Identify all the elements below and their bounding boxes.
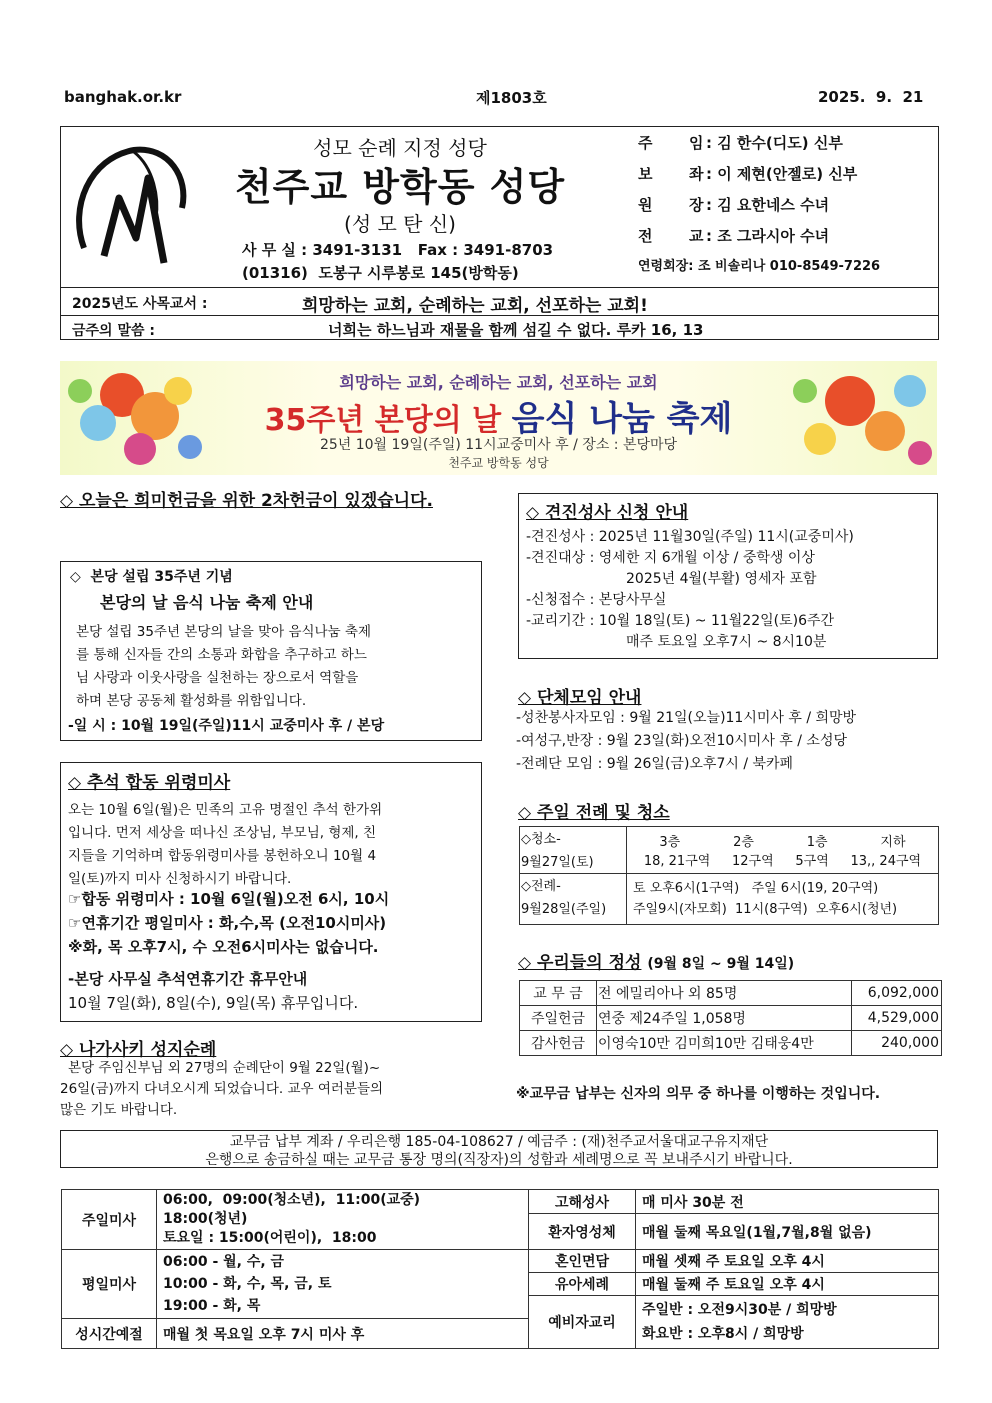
word-label: 금주의 말씀 : — [72, 323, 155, 339]
groups-title: ◇ 단체모임 안내 — [518, 688, 642, 708]
parish-name: 천주교 방학동 성당 — [234, 165, 566, 209]
issue-number: 제1803호 — [476, 89, 547, 107]
staff-row: 주 임 : 김 한수(디도) 신부 — [638, 134, 843, 152]
weekday-mass-times: 06:00 - 월, 수, 금 10:00 - 화, 수, 목, 금, 토 19:00 - 화, 목 — [157, 1250, 529, 1319]
nagasaki-body: 본당 주임신부님 외 27명의 순례단이 9월 22일(월)~ 26일(금)까지 다녀오시게 되었습니다. 교우 여러분들의 많은 기도 바랍니다. — [60, 1060, 384, 1118]
catechumen-label: 예비자교리 — [529, 1296, 636, 1349]
site-url[interactable]: banghak.or.kr — [64, 88, 182, 106]
header-subtitle: 성모 순례 지정 성당 — [313, 136, 487, 160]
liturgy-label-cell: ◇전례- 9월28일(주일) — [520, 874, 627, 925]
banner-date: 25년 10월 19일(주일) 11시교중미사 후 / 장소 : 본당마당 — [319, 437, 678, 453]
offering-row: 주일헌금 연중 제24주일 1,058명 4,529,000 — [520, 1006, 942, 1031]
banner-title: 35주년 본당의 날 음식 나눔 축제 — [264, 399, 733, 439]
mass-schedule-table — [61, 1189, 939, 1349]
festival-when: -일 시 : 10월 19일(주일)11시 교중미사 후 / 본당 — [68, 718, 385, 734]
parish-logo-icon — [64, 138, 194, 273]
parish-address: (01316) 도봉구 시루봉로 145(방학동) — [242, 264, 519, 282]
chuseok-title: ◇ 추석 합동 위령미사 — [68, 773, 231, 793]
marriage-time: 매월 셋째 주 토요일 오후 4시 — [636, 1250, 939, 1273]
staff-row: 전 교 : 조 그라시아 수녀 — [638, 227, 830, 245]
issue-date: 2025. 9. 21 — [818, 88, 924, 106]
catechumen-times: 주일반 : 오전9시30분 / 희망방 화요반 : 오후8시 / 희망방 — [636, 1296, 939, 1349]
festival-title-2: 본당의 날 음식 나눔 축제 안내 — [100, 593, 314, 612]
cancelled-mass-note: ※화, 목 오후7시, 수 오전6시미사는 없습니다. — [68, 938, 379, 956]
groups-body: -성찬봉사자모임 : 9월 21일(오늘)11시미사 후 / 희망방 -여성구,반장 : 9월 23일(화)오전10시미사 후 / 소성당 -전례단 모임 : 9월 26일(금)오후7시 / 북카페 — [516, 710, 857, 772]
motto-text: 희망하는 교회, 순례하는 교회, 선포하는 교회! — [302, 296, 648, 316]
tithe-note: ※교무금 납부는 신자의 의무 중 하나를 이행하는 것입니다. — [516, 1086, 881, 1102]
weekday-mass-label: 평일미사 — [62, 1250, 157, 1319]
holiday-weekday-mass: ☞연휴기간 평일미사 : 화,수,목 (오전10시미사) — [68, 914, 387, 932]
festival-body: 본당 설립 35주년 본당의 날을 맞아 음식나눔 축제 를 통해 신자들 간의 소통과 화합을 추구하고 하느 님 사랑과 이웃사랑을 실천하는 장으로서 역할을 하며 본당 공동체 활성화를 위함입니다. — [76, 624, 371, 709]
confession-time: 매 미사 30분 전 — [636, 1190, 939, 1214]
staff-row: 보 좌 : 이 제현(안젤로) 신부 — [638, 165, 858, 183]
duty-table: ◇청소- 9월27일(토) 3층 2층 1층 지하 18, 21구역 12구역 5구역 13,, 24구역 ◇전례- 9월28일(주일) 토 오후6시(1구역) 주일 6시(19, 20구역) 주일9시(자모회) 11시(8구역) 오후6시(청년) — [519, 826, 939, 925]
office-holiday-dates: 10월 7일(화), 8일(수), 9일(목) 휴무입니다. — [68, 994, 359, 1012]
offering-row: 교 무 금 전 에밀리아나 외 85명 6,092,000 — [520, 981, 942, 1006]
infant-baptism-time: 매월 둘째 주 토요일 오후 4시 — [636, 1273, 939, 1296]
staff-row: 원 장 : 김 요한네스 수녀 — [638, 196, 830, 214]
duty-title: ◇ 주일 전례 및 청소 — [518, 803, 670, 823]
motto-label: 2025년도 사목교서 : — [72, 296, 208, 312]
confirmation-body: -견진성사 : 2025년 11월30일(주일) 11시(교중미사) -견진대상 : 영세한 지 6개월 이상 / 중학생 이상 2025년 4월(부활) 영세자 포함 -신청접수 : 본당사무실 -교리기간 : 10월 18일(토) ~ 11월22일(토)6주간 매주 토요일 오후7시 ~ 8시10분 — [526, 529, 854, 650]
office-holiday-title: -본당 사무실 추석연휴기간 휴무안내 — [68, 970, 308, 988]
confirmation-title: ◇ 견진성사 신청 안내 — [526, 503, 689, 523]
offering-title: ◇ 우리들의 정성 (9월 8일 ~ 9월 14일) — [518, 953, 795, 973]
bank-instructions: 은행으로 송금하실 때는 교무금 통장 명의(직장자)의 성함과 세례명으로 꼭 보내주시기 바랍니다. — [205, 1152, 793, 1168]
sick-communion-label: 환자영성체 — [529, 1214, 636, 1250]
sunday-mass-times: 06:00, 09:00(청소년), 11:00(교중) 18:00(청년) 토요일 : 15:00(어린이), 18:00 — [157, 1190, 529, 1250]
memorial-mass-time: ☞합동 위령미사 : 10월 6일(월)오전 6시, 10시 — [68, 890, 390, 908]
offering-row: 감사헌금 이영숙10만 김미희10만 김태웅4만 240,000 — [520, 1031, 942, 1056]
bank-account: 교무금 납부 계좌 / 우리은행 185-04-108627 / 예금주 : (재)천주교서울대교구유지재단 — [229, 1134, 769, 1150]
word-text: 너희는 하느님과 재물을 함께 섬길 수 없다. 루카 16, 13 — [328, 321, 704, 339]
patron-feast: (성 모 탄 신) — [344, 212, 456, 236]
adoration-label: 성시간예절 — [62, 1319, 157, 1349]
sunday-mass-label: 주일미사 — [62, 1190, 157, 1250]
marriage-label: 혼인면담 — [529, 1250, 636, 1273]
staff-list — [638, 132, 938, 281]
sick-communion-time: 매월 둘째 목요일(1월,7월,8월 없음) — [636, 1214, 939, 1250]
infant-baptism-label: 유아세례 — [529, 1273, 636, 1296]
banner-motto: 희망하는 교회, 순례하는 교회, 선포하는 교회 — [339, 373, 658, 392]
staff-row: 연령회장: 조 비솔리나 010-8549-7226 — [638, 259, 881, 274]
second-collection-notice: ◇ 오늘은 희미헌금을 위한 2차헌금이 있겠습니다. — [60, 491, 433, 511]
nagasaki-title: ◇ 나가사키 성지순례 — [60, 1040, 217, 1060]
chuseok-body: 오는 10월 6일(월)은 민족의 고유 명절인 추석 한가위 입니다. 먼저 세상을 떠나신 조상님, 부모님, 형제, 친 지들을 기억하며 합동위령미사를 봉헌하오니 10월 4 일(토)까지 미사 신청하시기 바랍니다. — [68, 802, 383, 887]
festival-title-1: ◇ 본당 설립 35주년 기념 — [70, 569, 233, 585]
adoration-time: 매월 첫 목요일 오후 7시 미사 후 — [157, 1319, 529, 1349]
banner-org: 천주교 방학동 성당 — [448, 456, 549, 470]
clean-label-cell: ◇청소- 9월27일(토) — [520, 827, 627, 874]
offering-table — [519, 980, 942, 1056]
confession-label: 고해성사 — [529, 1190, 636, 1214]
office-phone: 사 무 실 : 3491-3131 Fax : 3491-8703 — [242, 241, 554, 259]
festival-banner — [60, 361, 937, 475]
